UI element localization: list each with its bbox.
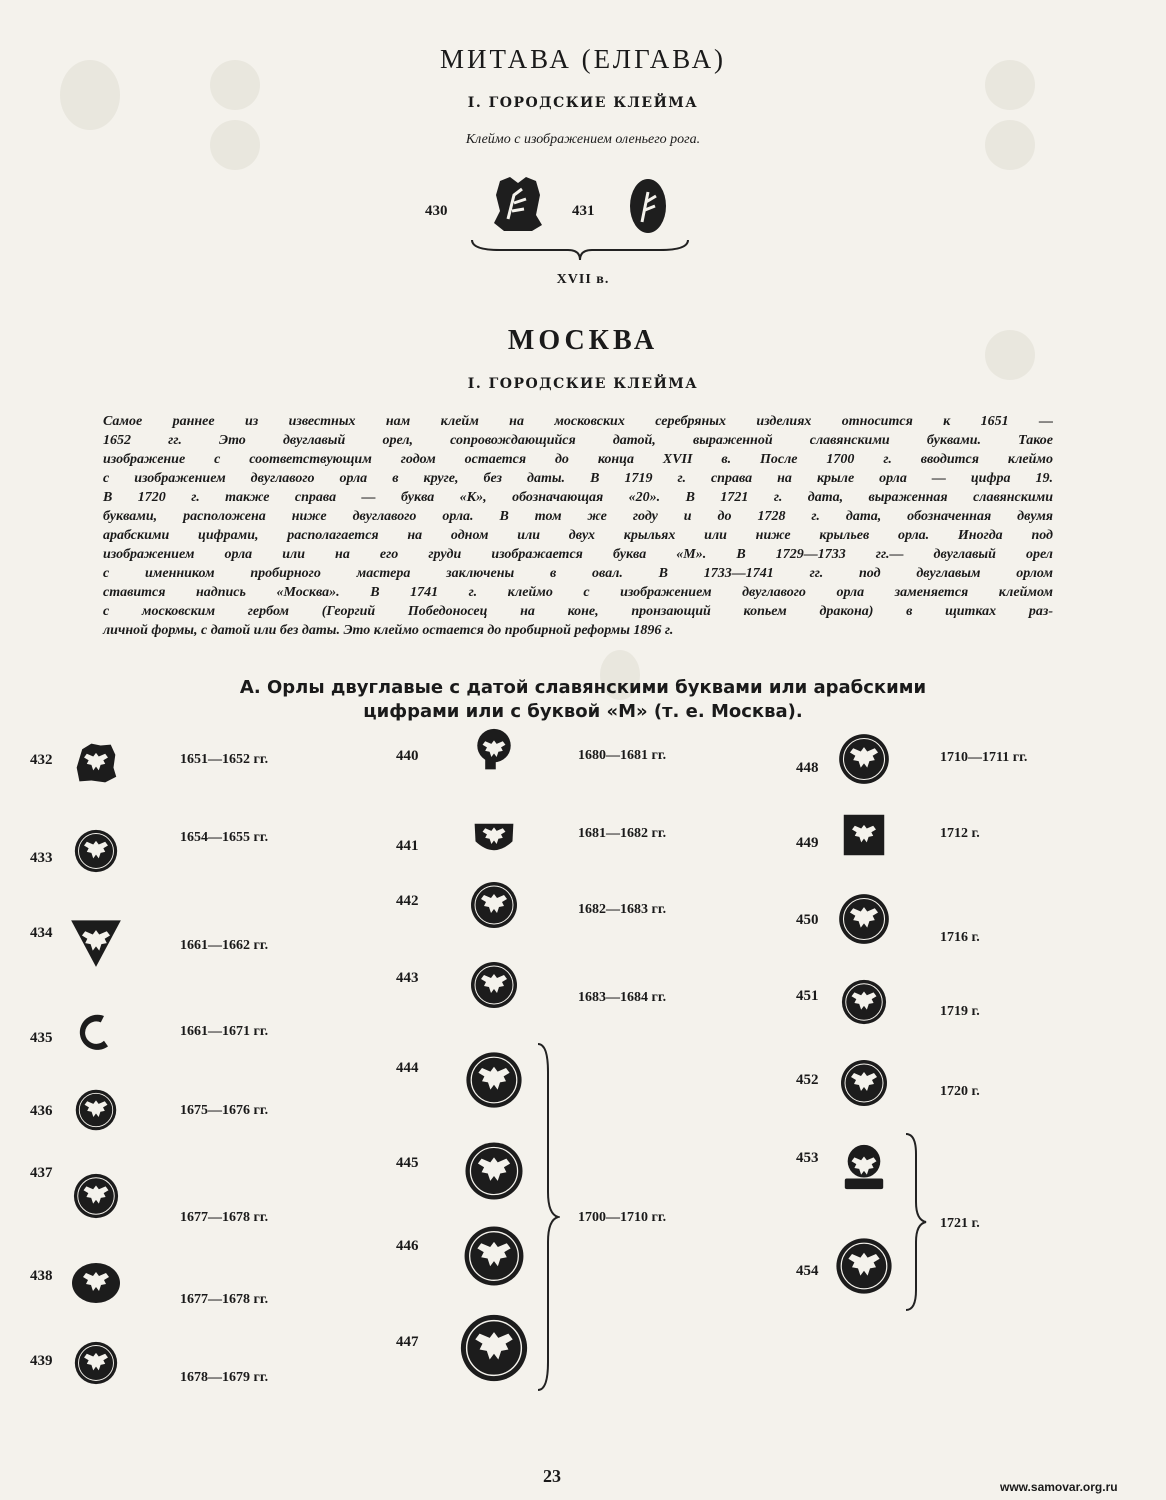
mark-number: 433 xyxy=(30,850,53,866)
double-eagle-mark-icon xyxy=(834,1236,894,1296)
double-eagle-mark-icon xyxy=(840,1143,888,1191)
double-eagle-mark-icon xyxy=(464,1050,524,1110)
group-date: 1700—1710 гг. xyxy=(578,1210,667,1225)
mark-number: 441 xyxy=(396,838,419,854)
mark-date: 1720 г. xyxy=(940,1084,980,1099)
mark-number: 431 xyxy=(572,203,595,219)
mark-number: 437 xyxy=(30,1165,53,1181)
double-eagle-mark-icon xyxy=(839,1058,889,1108)
paragraph-line: с московским гербом (Георгий Победоносец на коне, пронзающий копьем дракона) в щитках раз- xyxy=(103,604,1053,619)
paragraph-line: 1652 гг. Это двуглавый орел, сопровождающийся датой, выраженной славянскими буквами. Такое xyxy=(103,433,1053,448)
mark-number: 438 xyxy=(30,1268,53,1284)
mark-number: 450 xyxy=(796,912,819,928)
mark-number: 436 xyxy=(30,1103,53,1119)
mark-number: 446 xyxy=(396,1238,419,1254)
double-eagle-mark-icon xyxy=(73,740,119,786)
mark-date: 1680—1681 гг. xyxy=(578,748,667,763)
paragraph-line: арабскими цифрами, располагается на одном или двух крыльях или ниже крыльев орла. Иногда под xyxy=(103,528,1053,543)
paragraph-line: ставится надпись «Москва». В 1741 г. клеймо с изображением двуглавого орла заменяется клеймом xyxy=(103,585,1053,600)
mark-number: 453 xyxy=(796,1150,819,1166)
mark-number: 443 xyxy=(396,970,419,986)
double-eagle-mark-icon xyxy=(73,1340,119,1386)
paragraph-line: с именником пробирного мастера заключены в овал. В 1733—1741 гг. под двуглавым орлом xyxy=(103,566,1053,581)
mitava-subtitle: I. ГОРОДСКИЕ КЛЕЙМА xyxy=(467,95,699,111)
paragraph-line: буквами, расположена ниже двуглавого орла. В том же году и до 1728 г. дата, обозначенная двумя xyxy=(103,509,1053,524)
mitava-caption: Клеймо с изображением оленьего рога. xyxy=(465,132,701,147)
mark-date: 1681—1682 гг. xyxy=(578,826,667,841)
mark-number: 447 xyxy=(396,1334,419,1350)
double-eagle-mark-icon xyxy=(71,1258,121,1308)
double-eagle-mark-icon xyxy=(472,728,516,772)
section-a-heading-line2: цифрами или с буквой «М» (т. е. Москва). xyxy=(363,701,803,722)
mark-date: 1682—1683 гг. xyxy=(578,902,667,917)
mark-date: 1677—1678 гг. xyxy=(180,1210,269,1225)
mark-number: 449 xyxy=(796,835,819,851)
paragraph-line: личной формы, с датой или без даты. Это клеймо остается до пробирной реформы 1896 г. xyxy=(103,623,674,638)
brace-icon xyxy=(536,1042,560,1392)
mark-date: 1654—1655 гг. xyxy=(180,830,269,845)
page-number: 23 xyxy=(543,1466,561,1486)
paragraph-line: изображение с соответствующим годом остается до конца XVII в. После 1700 г. вводится клеймо xyxy=(103,452,1053,467)
mark-number: 442 xyxy=(396,893,419,909)
double-eagle-mark-icon xyxy=(472,815,516,859)
double-eagle-mark-icon xyxy=(469,960,519,1010)
mark-date: 1683—1684 гг. xyxy=(578,990,667,1005)
double-eagle-mark-icon xyxy=(841,812,887,858)
horn-mark-icon xyxy=(492,175,544,233)
paragraph-line: Самое раннее из известных нам клейм на московских серебряных изделиях относится к 1651 — xyxy=(103,414,1053,429)
mark-date: 1712 г. xyxy=(940,826,980,841)
double-eagle-mark-icon xyxy=(74,1088,118,1132)
double-eagle-mark-icon xyxy=(76,1012,116,1052)
double-eagle-mark-icon xyxy=(840,978,888,1026)
paragraph-line: В 1720 г. также справа — буква «К», обозначающая «20». В 1721 г. дата, выраженная славянскими xyxy=(103,490,1053,505)
double-eagle-mark-icon xyxy=(837,732,891,786)
mark-number: 435 xyxy=(30,1030,53,1046)
mark-number: 448 xyxy=(796,760,819,776)
mark-number: 445 xyxy=(396,1155,419,1171)
mark-date: 1710—1711 гг. xyxy=(940,750,1028,765)
mark-number: 430 xyxy=(425,203,448,219)
mark-number: 439 xyxy=(30,1353,53,1369)
double-eagle-mark-icon xyxy=(463,1140,525,1202)
mark-date: 1661—1662 гг. xyxy=(180,938,269,953)
mark-number: 454 xyxy=(796,1263,819,1279)
site-watermark: www.samovar.org.ru xyxy=(1000,1480,1118,1494)
double-eagle-mark-icon xyxy=(73,828,119,874)
mark-number: 432 xyxy=(30,752,53,768)
moscow-intro-paragraph xyxy=(103,412,1053,640)
double-eagle-mark-icon xyxy=(469,880,519,930)
brace-icon xyxy=(904,1132,928,1312)
moscow-subtitle: I. ГОРОДСКИЕ КЛЕЙМА xyxy=(467,376,699,392)
mitava-title: МИТАВА (ЕЛГАВА) xyxy=(439,44,727,74)
mark-number: 452 xyxy=(796,1072,819,1088)
mark-number: 434 xyxy=(30,925,53,941)
mark-number: 444 xyxy=(396,1060,419,1076)
brace-icon xyxy=(470,238,690,262)
double-eagle-mark-icon xyxy=(458,1312,530,1384)
paragraph-line: изображением орла или на его груди изображается буква «М». В 1729—1733 гг.— двуглавый орел xyxy=(103,547,1053,562)
mark-number: 451 xyxy=(796,988,819,1004)
mark-date: 1678—1679 гг. xyxy=(180,1370,269,1385)
mark-date: 1719 г. xyxy=(940,1004,980,1019)
horn-mark-icon xyxy=(628,178,668,234)
mark-date: 1651—1652 гг. xyxy=(180,752,269,767)
mark-date: 1661—1671 гг. xyxy=(180,1024,269,1039)
mark-date: 1675—1676 гг. xyxy=(180,1103,269,1118)
double-eagle-mark-icon xyxy=(69,915,123,969)
group-date: 1721 г. xyxy=(940,1216,980,1231)
mark-number: 440 xyxy=(396,748,419,764)
double-eagle-mark-icon xyxy=(462,1224,526,1288)
mark-date: 1716 г. xyxy=(940,930,980,945)
moscow-title: МОСКВА xyxy=(507,325,659,356)
double-eagle-mark-icon xyxy=(72,1172,120,1220)
double-eagle-mark-icon xyxy=(837,892,891,946)
paragraph-line: с изображением двуглавого орла в круге, без даты. В 1719 г. справа на крыле орла — цифра 19. xyxy=(103,471,1053,486)
section-a-heading-line1: А. Орлы двуглавые с датой славянскими буквами или арабскими xyxy=(239,677,927,698)
mark-date: 1677—1678 гг. xyxy=(180,1292,269,1307)
mitava-century: XVII в. xyxy=(556,272,610,287)
